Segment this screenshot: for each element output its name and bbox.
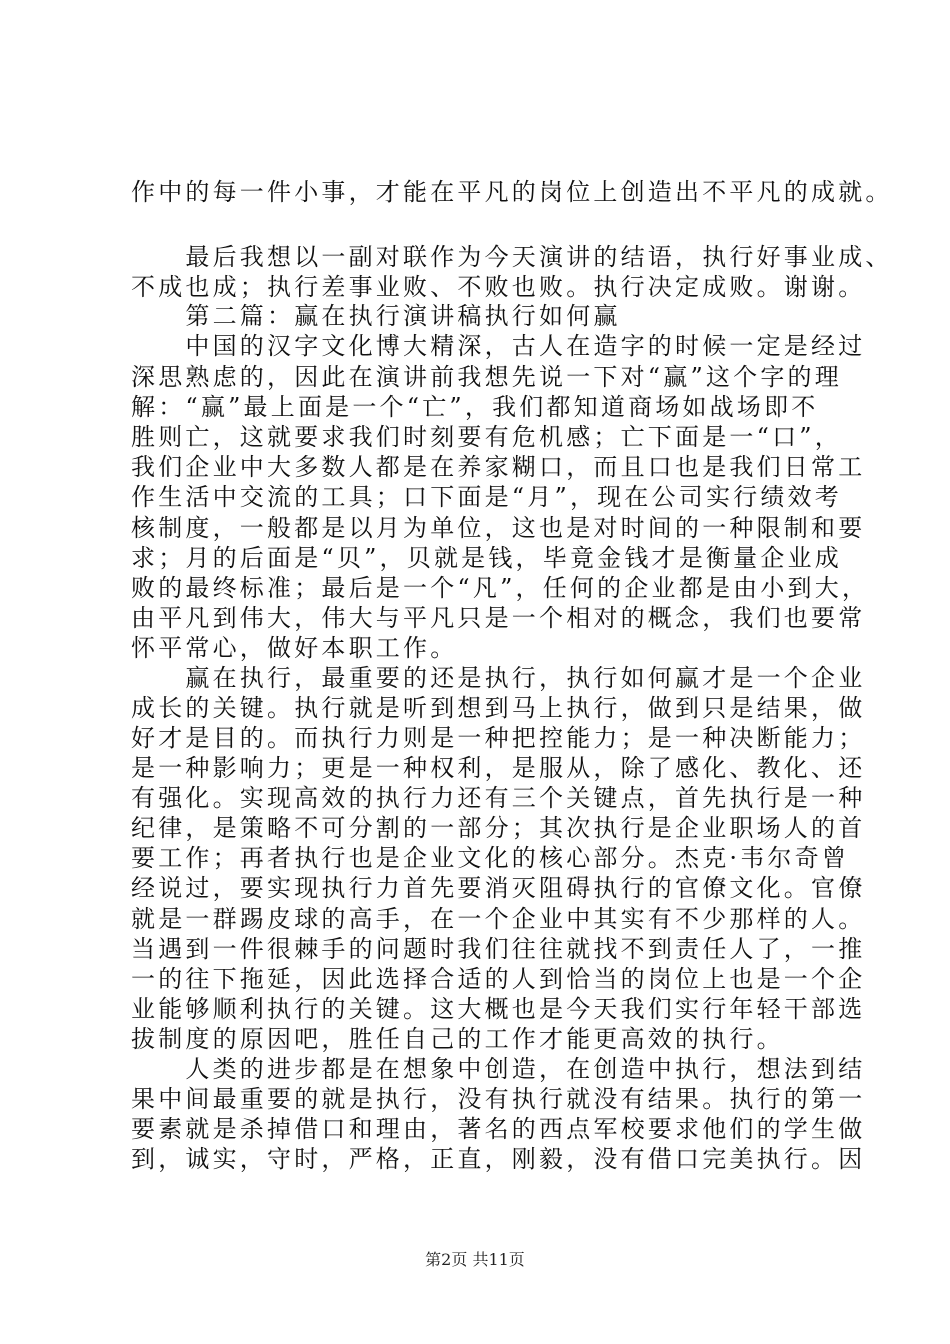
text-line: 由平凡到伟大，伟大与平凡只是一个相对的概念，我们也要常 xyxy=(131,604,866,632)
text-line: 到，诚实，守时，严格，正直，刚毅，没有借口完美执行。因 xyxy=(131,1145,866,1173)
text-line: 是一种影响力；更是一种权利，是服从，除了感化、教化、还 xyxy=(131,754,866,782)
text-line: 果中间最重要的就是执行，没有执行就没有结果。执行的第一 xyxy=(131,1085,866,1113)
text-line: 我们企业中大多数人都是在养家糊口，而且口也是我们日常工 xyxy=(131,453,866,481)
text-line: 求；月的后面是“贝”，贝就是钱，毕竟金钱才是衡量企业成 xyxy=(131,544,842,572)
text-line: 作中的每一件小事，才能在平凡的岗位上创造出不平凡的成就。 xyxy=(131,178,893,206)
text-line: 一的往下拖延，因此选择合适的人到恰当的岗位上也是一个企 xyxy=(131,965,866,993)
text-line: 解：“赢”最上面是一个“亡”，我们都知道商场如战场即不 xyxy=(131,393,819,421)
text-line: 最后我想以一副对联作为今天演讲的结语，执行好事业成、 xyxy=(131,243,893,271)
text-line: 要工作；再者执行也是企业文化的核心部分。杰克·韦尔奇曾 xyxy=(131,844,850,872)
text-line: 核制度，一般都是以月为单位，这也是对时间的一种限制和要 xyxy=(131,514,866,542)
text-line: 经说过，要实现执行力首先要消灭阻碍执行的官僚文化。官僚 xyxy=(131,874,866,902)
text-line: 胜则亡，这就要求我们时刻要有危机感；亡下面是一“口”， xyxy=(131,423,842,451)
text-line: 不成也成；执行差事业败、不败也败。执行决定成败。谢谢。 xyxy=(131,273,866,301)
page-number-footer: 第2页 共11页 xyxy=(425,1250,525,1269)
section-heading: 第二篇：赢在执行演讲稿执行如何赢 xyxy=(131,302,621,330)
text-line: 成长的关键。执行就是听到想到马上执行，做到只是结果，做 xyxy=(131,694,866,722)
text-line: 要素就是杀掉借口和理由，著名的西点军校要求他们的学生做 xyxy=(131,1115,866,1143)
text-line: 作生活中交流的工具；口下面是“月”，现在公司实行绩效考 xyxy=(131,483,842,511)
text-line: 深思熟虑的，因此在演讲前我想先说一下对“赢”这个字的理 xyxy=(131,363,842,391)
text-line: 业能够顺利执行的关键。这大概也是今天我们实行年轻干部选 xyxy=(131,995,866,1023)
text-line: 拔制度的原因吧，胜任自己的工作才能更高效的执行。 xyxy=(131,1025,784,1053)
text-line: 怀平常心，做好本职工作。 xyxy=(131,634,458,662)
text-line: 好才是目的。而执行力则是一种把控能力；是一种决断能力； xyxy=(131,724,866,752)
text-line: 败的最终标准；最后是一个“凡”，任何的企业都是由小到大， xyxy=(131,574,870,602)
text-line: 纪律，是策略不可分割的一部分；其次执行是企业职场人的首 xyxy=(131,814,866,842)
text-line: 中国的汉字文化博大精深，古人在造字的时候一定是经过 xyxy=(131,332,866,360)
text-line: 有强化。实现高效的执行力还有三个关键点，首先执行是一种 xyxy=(131,784,866,812)
text-line: 人类的进步都是在想象中创造，在创造中执行，想法到结 xyxy=(131,1055,866,1083)
text-line: 就是一群踢皮球的高手，在一个企业中其实有不少那样的人。 xyxy=(131,905,866,933)
text-line: 当遇到一件很棘手的问题时我们往往就找不到责任人了，一推 xyxy=(131,935,866,963)
text-line: 赢在执行，最重要的还是执行，执行如何赢才是一个企业 xyxy=(131,664,866,692)
